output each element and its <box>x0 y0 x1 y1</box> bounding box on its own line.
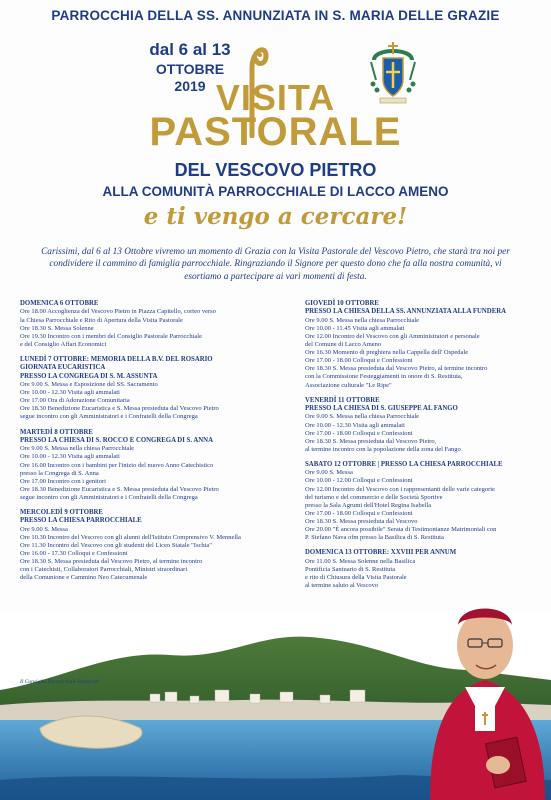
schedule-day-title: LUNEDÌ 7 OTTOBRE: MEMORIA DELLA B.V. DEL ROSARIO GIORNATA EUCARISTICA PRESSO LA CONGREGA DI S. M. ASSUNTA <box>20 355 213 380</box>
schedule-event: Ore 10.30 Incontro del Vescovo con gli alunni dell'Istituto Comprensivo V. Mennella <box>20 533 241 541</box>
motto: e ti vengo a cercare! <box>143 203 408 230</box>
parish-name: PARROCCHIA DELLA SS. ANNUNZIATA IN S. MARIA DELLE GRAZIE <box>51 8 500 23</box>
schedule-day-title: VENERDÌ 11 OTTOBRE PRESSO LA CHIESA DI S. GIUSEPPE AL FANGO <box>305 396 458 413</box>
subtitle-community: ALLA COMUNITÀ PARROCCHIALE DI LACCO AMENO <box>102 184 449 199</box>
title-pastorale: PASTORALE <box>149 110 402 154</box>
subtitle-bishop: DEL VESCOVO PIETRO <box>174 160 377 180</box>
schedule-event: Ore 9.00 S. Messa e Esposizione del SS. Sacramento <box>20 381 158 389</box>
schedule-event: Ore 9.00 S. Messa <box>20 525 68 533</box>
schedule-day-title: MERCOLEDÌ 9 OTTOBRE PRESSO LA CHIESA PARROCCHIALE <box>20 509 142 525</box>
schedule-right-column <box>305 300 545 597</box>
schedule-event: Ore 11.30 Incontro del Vescovo con gli studenti del Liceo Statale "Ischia" <box>20 542 212 550</box>
schedule-event: Ore 17.00 - 18.00 Colloqui e Confessioni <box>305 509 413 517</box>
schedule-event: Ore 10.00 - 12.30 Visita agli ammalati <box>305 421 405 429</box>
schedule-event: Ore 18.30 S. Messa presieduta dal Vescovo <box>305 517 418 525</box>
schedule-day <box>305 397 545 454</box>
schedule-day <box>20 356 282 422</box>
schedule-day-title: DOMENICA 13 OTTOBRE: XXVIII PER ANNUM <box>305 549 457 557</box>
schedule-event: Ore 19.30 Incontro con i membri del Consiglio Pastorale Parrocchiale e del Consiglio Affari Economici <box>20 332 202 348</box>
schedule-event: Ore 17.00 - 18.00 Colloqui e Confessioni <box>305 357 413 365</box>
schedule-event: Ore 18.30 S. Messa presieduta dal Vescovo Pietro, al termine incontro con la Commissione Festeggiamenti in onore di S. Restituta, Associazione culturale "Le Ripe" <box>305 365 488 389</box>
schedule-event: Ore 10.00 - 12.30 Visita agli ammalati <box>20 453 120 461</box>
bishop-photo <box>420 575 551 800</box>
schedule-event: Ore 18.30 S. Messa Solenne <box>20 324 94 332</box>
schedule-event: Ore 11.00 S. Messa Solenne nella Basilica Pontificia Santuario di S. Restituta e rito di Chiusura della Visita Pastorale al termine saluto al Vescovo <box>305 557 416 589</box>
date-month: OTTOBRE <box>155 61 225 77</box>
schedule-event: Ore 10.00 - 12.30 Visita agli ammalati <box>20 389 120 397</box>
schedule-event: Ore 18.00 Accoglienza del Vescovo Pietro in Piazza Capitello, corteo verso la Chiesa Parrocchiale e Rito di Apertura della Visita Pastorale <box>20 308 216 324</box>
schedule-day-title: DOMENICA 6 OTTOBRE <box>20 300 99 307</box>
schedule-day <box>20 429 282 502</box>
schedule-day <box>305 300 545 390</box>
schedule-event: Ore 18.30 Benedizione Eucaristica e S. Messa presieduta dal Vescovo Pietro segue incontro con gli Amministratori e i Confratelli della Congrega <box>20 405 219 421</box>
intro-text: Carissimi, dal 6 al 13 Ottobre vivremo un momento di Grazia con la Visita Pastorale del Vescovo Pietro, che starà tra noi per condividere il cammino di famiglia parrocchiale. Ringraziando il Signore per questo dono che fa alla nostra comunità, vi esortiamo a partecipare ai vari momenti di festa. <box>41 247 510 282</box>
schedule-event: Ore 9.00 S. Messa nella chiesa Parrocchiale <box>305 316 420 324</box>
schedule-event: Ore 9.00 S. Messa nella chiesa Parrocchiale <box>20 445 135 453</box>
schedule-day <box>20 509 282 582</box>
schedule-event: Ore 17.00 Incontro con i genitori <box>20 477 106 485</box>
date-year: 2019 <box>174 78 206 94</box>
schedule-event: Ore 17.00 Ora di Adorazione Comunitaria <box>20 397 130 405</box>
title-visita: VISITA <box>215 77 336 118</box>
schedule-event: Ore 12.00 Incontro del Vescovo con i rappresentanti delle varie categorie del turismo e del commercio e delle Società Sportive presso la Sala Agrumi dell'Hotel Regina Isabella <box>305 485 495 509</box>
schedule-day <box>305 461 545 542</box>
schedule-day-title: GIOVEDÌ 10 OTTOBRE PRESSO LA CHIESA DELLA SS. ANNUNZIATA ALLA FUNDERA <box>305 300 507 316</box>
schedule-event: Ore 17.00 - 18.00 Colloqui e Confessioni <box>305 429 413 437</box>
schedule-event: Ore 16.00 Incontro con i bambini per l'inizio del nuovo Anno Catechistico presso la Congrega di S. Anna <box>20 461 214 477</box>
schedule-day-title: MARTEDÌ 8 OTTOBRE PRESSO LA CHIESA DI S. ROCCO E CONGREGA DI S. ANNA <box>20 428 213 444</box>
schedule-day <box>20 300 282 349</box>
schedule-event: Ore 12.00 Incontro del Vescovo con gli Amministratori e personale del Comune di Lacco Ameno <box>305 333 480 349</box>
schedule-event: Ore 18.30 Benedizione Eucaristica e S. Messa presieduta dal Vescovo Pietro segue incontro con gli Amministratori e i Confratelli della Congrega <box>20 485 219 501</box>
schedule-event: Ore 9.00 S. Messa <box>305 469 353 477</box>
date-range: dal 6 al 13 <box>149 40 231 59</box>
schedule-event: Ore 16.30 Momento di preghiera nella Cappella dell' Ospedale <box>305 349 469 357</box>
schedule-event: Ore 18.30 S. Messa presieduta dal Vescovo Pietro, al termine incontro con la popolazione della zona del Fango <box>305 437 461 453</box>
schedule-event: Ore 10.00 - 12.00 Colloqui e Confessioni <box>305 477 413 485</box>
schedule-event: Ore 10.00 - 11.45 Visita agli ammalati <box>305 324 405 332</box>
schedule-left-column <box>20 300 282 590</box>
schedule-event: Ore 9.00 S. Messa nella chiesa Parrocchiale <box>305 413 420 421</box>
schedule-day-title: SABATO 12 OTTOBRE | PRESSO LA CHIESA PARROCCHIALE <box>305 460 503 468</box>
schedule-event: Ore 18.30 S. Messa presieduta dal Vescovo Pietro, al termine incontro con i Catechisti, Collaboratori Parrocchiali, Ministri straordinari della Comunione e Cammino Neo Catecumenale <box>20 558 203 582</box>
footer-credit: Il Consiglio Parrocchiale Pastorale <box>20 679 100 685</box>
schedule-event: Ore 16.00 - 17.30 Colloqui e Confessioni <box>20 550 128 558</box>
schedule-event: Ore 20.00 "È ancora possibile" Serata di Testimonianze Matrimoniali con P. Stefano Nava ofm presso la Basilica di S. Restituta <box>305 526 497 542</box>
